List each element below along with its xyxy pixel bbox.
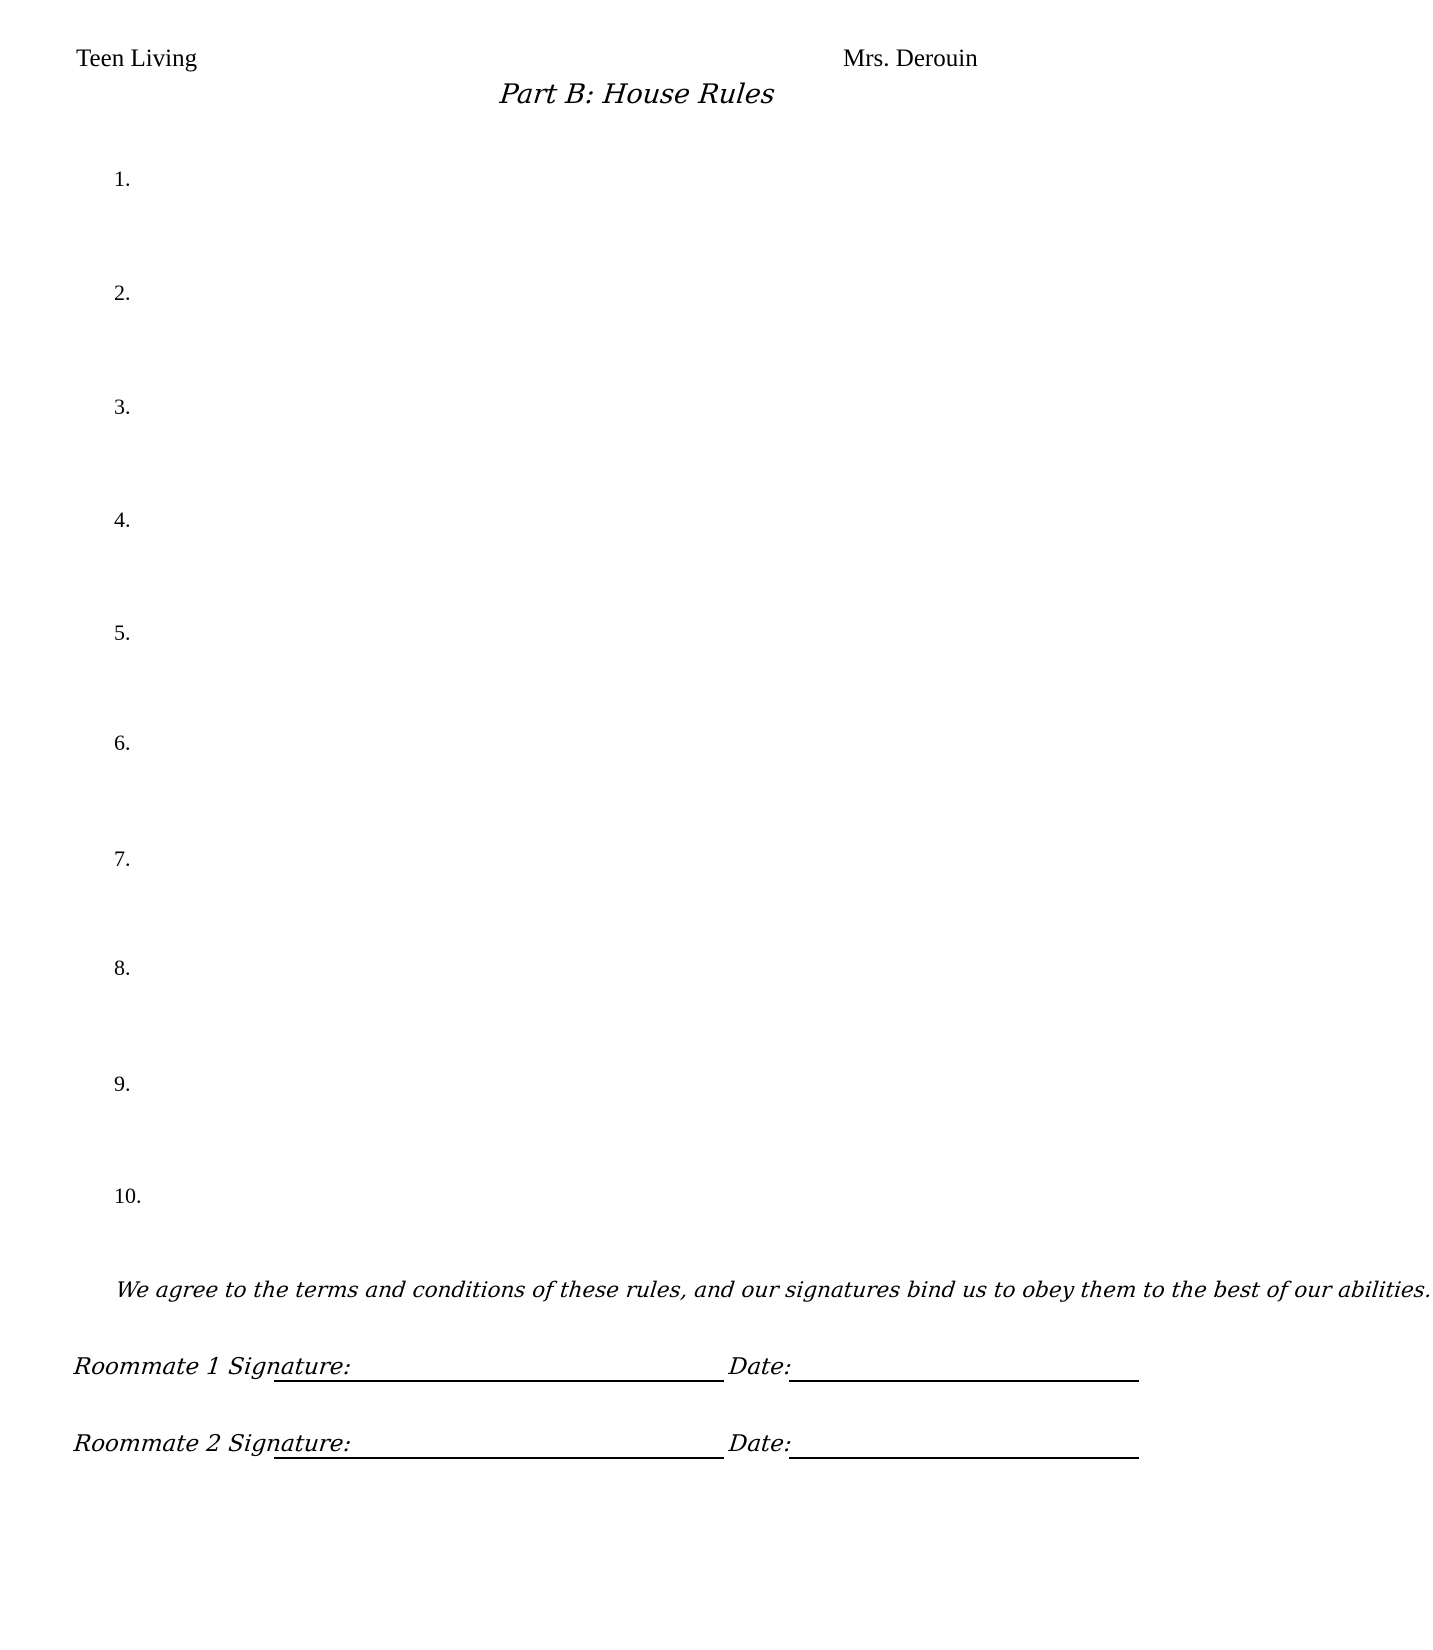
roommate-1-signature-label: Roommate 1 Signature:: [72, 1354, 353, 1380]
rule-number-3: 3.: [114, 394, 131, 419]
roommate-2-signature-label: Roommate 2 Signature:: [72, 1431, 353, 1457]
roommate-2-date-line[interactable]: [789, 1457, 1139, 1459]
roommate-1-signature-line[interactable]: [274, 1380, 724, 1382]
roommate-1-date-label: Date:: [727, 1354, 794, 1380]
rule-number-5: 5.: [114, 620, 131, 645]
rule-number-7: 7.: [114, 846, 131, 871]
rule-number-2: 2.: [114, 280, 131, 305]
roommate-1-date-line[interactable]: [789, 1380, 1139, 1382]
roommate-1-signature-row: [74, 1352, 1154, 1388]
page-title: Part B: House Rules: [498, 79, 777, 110]
rule-number-8: 8.: [114, 955, 131, 980]
rule-number-9: 9.: [114, 1071, 131, 1096]
rule-number-6: 6.: [114, 730, 131, 755]
agreement-statement: We agree to the terms and conditions of these rules, and our signatures bind us to obey them to the best of our abilities.: [114, 1278, 1433, 1303]
roommate-2-signature-row: [74, 1429, 1154, 1465]
course-name: Teen Living: [76, 45, 198, 72]
roommate-2-signature-line[interactable]: [274, 1457, 724, 1459]
rule-number-1: 1.: [114, 166, 131, 191]
roommate-2-date-label: Date:: [727, 1431, 794, 1457]
rule-number-4: 4.: [114, 507, 131, 532]
rule-number-10: 10.: [114, 1183, 142, 1208]
teacher-name: Mrs. Derouin: [843, 45, 978, 72]
